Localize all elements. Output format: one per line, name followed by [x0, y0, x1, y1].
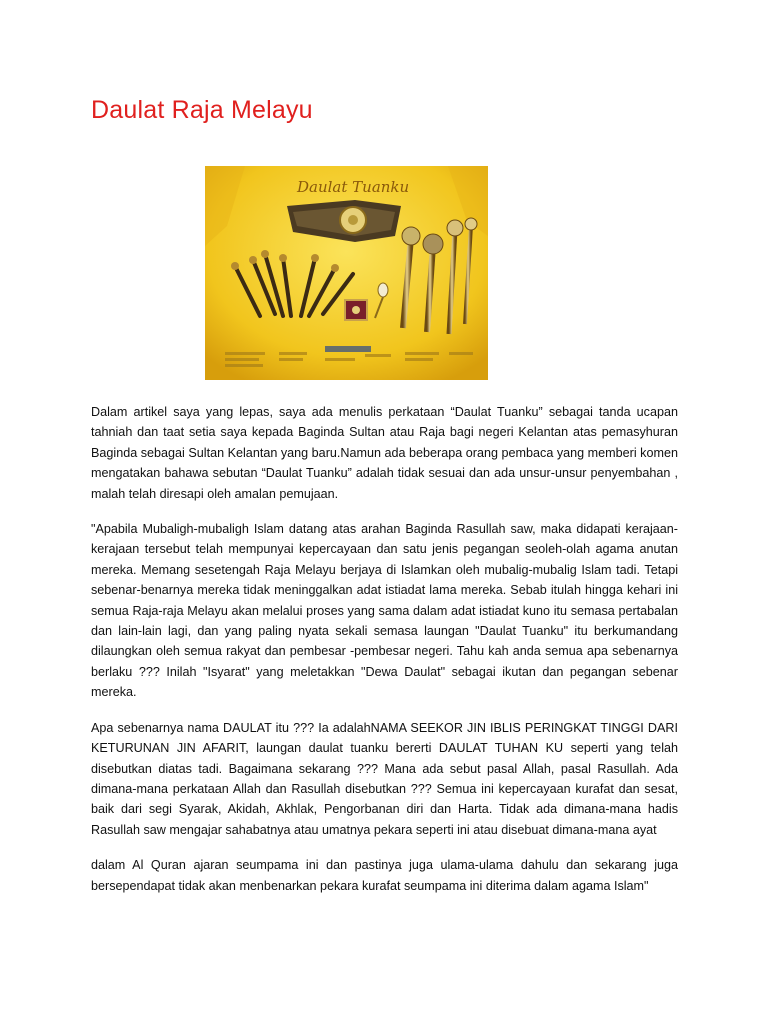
paragraph: Dalam artikel saya yang lepas, saya ada menulis perkataan “Daulat Tuanku” sebagai tanda ucapan tahniah dan taat setia saya kepada Baginda Sultan atau Raja bagi negeri Kelantan atas pemasyhuran Baginda sebagai Sultan Kelantan yang baru.Namun ada beberapa orang pembaca yang memberi komen mengatakan bahawa sebutan “Daulat Tuanku” adalah tidak sesuai dan ada unsur-unsur penyembahan , malah telah diresapi oleh amalan pemujaan. — [91, 405, 678, 501]
paragraph: "Apabila Mubaligh-mubaligh Islam datang atas arahan Baginda Rasullah saw, maka didapati kerajaan-kerajaan tersebut telah mempunyai kepercayaan dan satu jenis pegangan seoleh-olah agama anutan mereka. Memang sesetengah Raja Melayu berjaya di Islamkan oleh mubalig-mubalig Islam tadi. Tetapi sebenar-benarnya mereka tidak meninggalkan adat istiadat lama mereka. Sebab itulah hingga kehari ini semua Raja-raja Melayu akan melalui proses yang sama dalam adat istiadat kuno itu semasa pertabalan dan lain-lain lagi, dan yang paling nyata sekali semasa laungan "Daulat Tuanku" itu berkumandang dilaungkan oleh semua rakyat dan pembesar -pembesar negeri. Tahu kah anda semua apa sebenarnya berlaku ??? Inilah "Isyarat" yang meletakkan "Dewa Daulat" sebagai ikutan dan pegangan sebenar mereka. — [91, 522, 678, 700]
page-title: Daulat Raja Melayu — [91, 96, 313, 124]
regalia-photo — [205, 166, 488, 380]
paragraph: Apa sebenarnya nama DAULAT itu ??? Ia adalahNAMA SEEKOR JIN IBLIS PERINGKAT TINGGI DARI KETURUNAN JIN AFARIT, laungan daulat tuanku bererti DAULAT TUHAN KU seperti yang telah disebutkan diatas tadi. Bagaimana sekarang ??? Mana ada sebut pasal Allah, pasal Rasullah. Ada dimana-mana perkataan Allah dan Rasullah disebutkan ??? Semua ini kepercayaan kurafat dan sesat, baik dari segi Syarak, Akidah, Akhlak, Pengorbanan diri dan Harta. Tidak ada dimana-mana hadis Rasullah saw mengajar sahabatnya atau umatnya pekara seperti ini atau disebuat dimana-mana ayat — [91, 720, 678, 837]
image-caption-title: Daulat Tuanku — [297, 178, 410, 196]
article-body — [91, 402, 678, 911]
brooch-icon — [345, 300, 367, 320]
paragraph: dalam Al Quran ajaran seumpama ini dan pastinya juga ulama-ulama dahulu dan sekarang juga bersependapat tidak akan menbenarkan pekara kurafat seumpama ini diterima dalam agama Islam" — [91, 858, 678, 893]
